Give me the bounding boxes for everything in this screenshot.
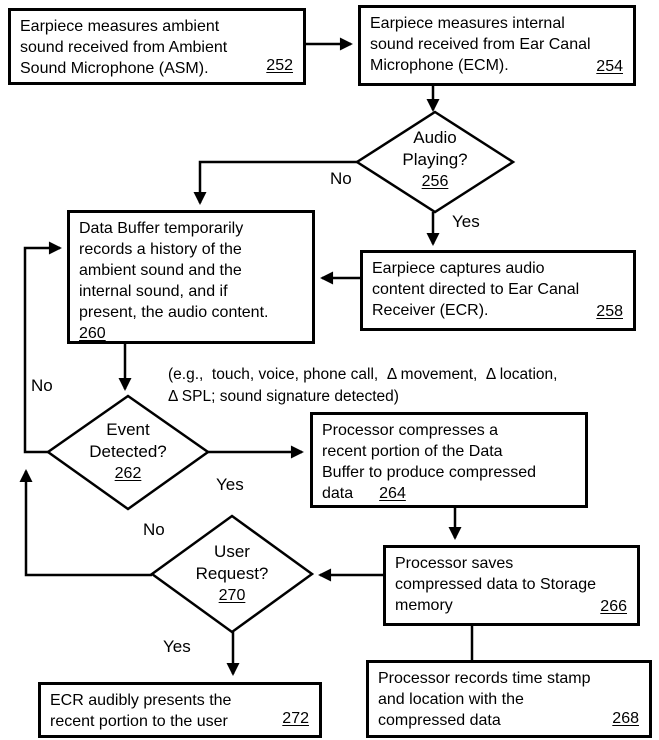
decision-262-question: Event Detected? (89, 420, 167, 461)
process-box-260-text: Data Buffer temporarily records a history of the ambient sound and the internal sound, and if present, the audio content. (79, 220, 269, 321)
process-box-264-lastline (322, 483, 576, 504)
ref-268: 268 (612, 710, 639, 727)
ref-264: 264 (379, 485, 406, 502)
ref-266: 266 (600, 598, 627, 615)
ref-256: 256 (421, 173, 449, 190)
process-box-252 (8, 8, 306, 85)
decision-256-label (402, 127, 467, 193)
ref-258: 258 (596, 303, 623, 320)
decision-270-label (196, 541, 269, 607)
branch-label-262-yes: Yes (216, 475, 244, 494)
process-box-268-text: Processor records time stamp and location with the compressed data (378, 670, 591, 729)
branch-label-262-no: No (31, 376, 53, 395)
process-box-264 (310, 412, 588, 508)
branch-label-270-yes: Yes (163, 637, 191, 656)
ref-272: 272 (282, 710, 309, 727)
process-box-258 (360, 250, 636, 331)
decision-262-label (89, 419, 167, 485)
process-box-266-text: Processor saves compressed data to Storage memory (395, 555, 597, 614)
process-box-268 (366, 660, 652, 738)
ref-262: 262 (114, 465, 142, 482)
process-box-254-text: Earpiece measures internal sound received from Ear Canal Microphone (ECM). (370, 15, 591, 74)
process-box-264-text: Processor compresses a recent portion of the Data Buffer to produce compressed (322, 422, 537, 481)
process-box-272 (38, 682, 322, 738)
process-box-272-text: ECR audibly presents the recent portion to the user (50, 692, 232, 730)
ref-252: 252 (266, 57, 293, 74)
ref-254: 254 (596, 58, 623, 75)
process-box-252-text: Earpiece measures ambient sound received from Ambient Sound Microphone (ASM). (20, 18, 228, 77)
process-box-260 (67, 210, 315, 344)
branch-label-256-no: No (330, 169, 352, 188)
ref-270: 270 (218, 587, 246, 604)
arrow-262-no-loop-to-260 (25, 248, 60, 452)
branch-label-270-no: No (143, 520, 165, 539)
event-examples-annotation: (e.g., touch, voice, phone call, Δ movement, Δ location, Δ SPL; sound signature detected) (168, 366, 558, 405)
decision-256-question: Audio Playing? (402, 128, 468, 169)
process-box-254 (358, 5, 636, 86)
process-box-266 (383, 545, 640, 626)
ref-260: 260 (79, 325, 106, 342)
process-box-258-text: Earpiece captures audio content directed to Ear Canal Receiver (ECR). (372, 260, 580, 319)
branch-label-256-yes: Yes (452, 212, 480, 231)
decision-270-question: User Request? (195, 542, 269, 583)
process-box-264-lastword: data (322, 485, 354, 502)
